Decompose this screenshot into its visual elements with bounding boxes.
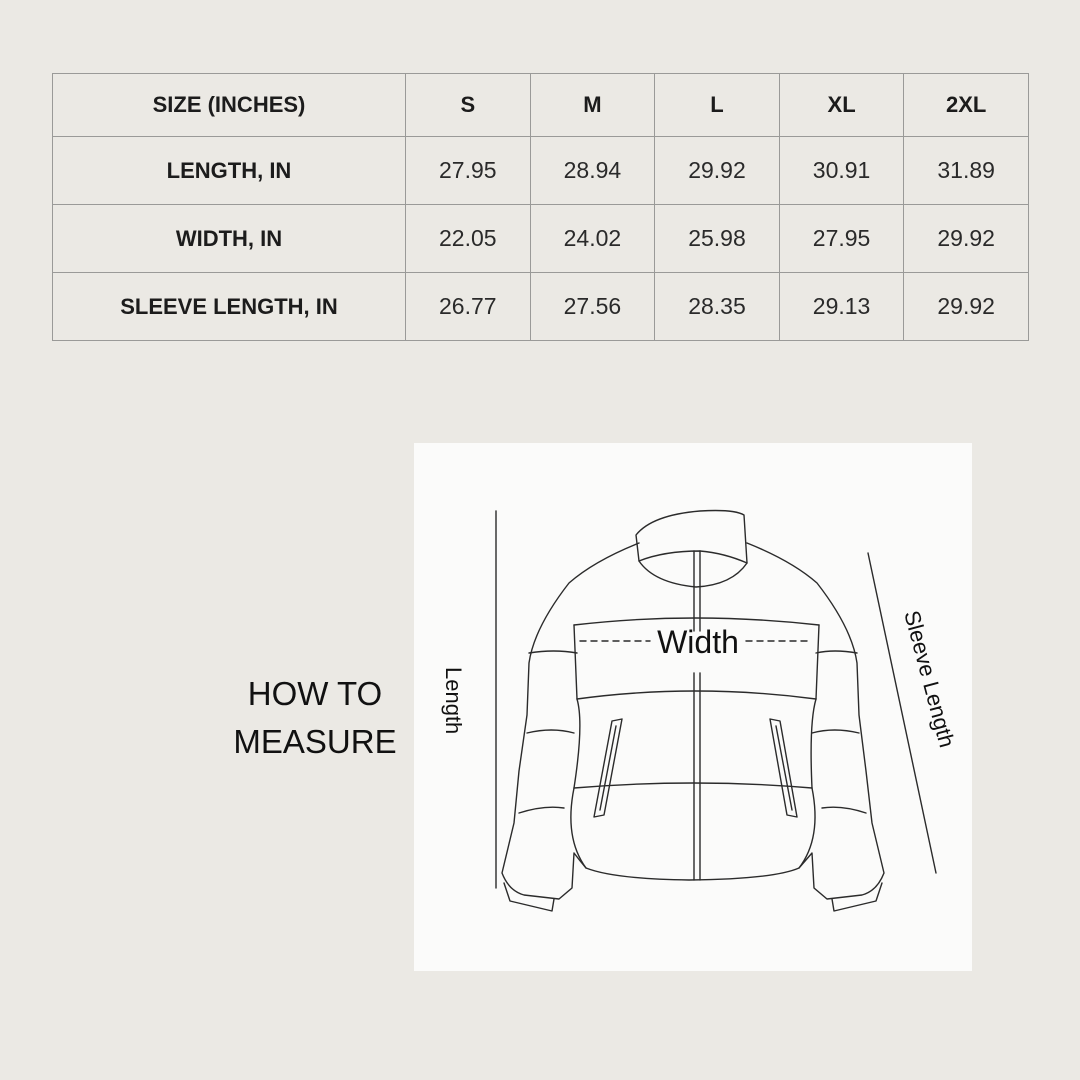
row-label: WIDTH, IN [53, 205, 406, 273]
header-size-m: M [530, 74, 655, 137]
table-row-width [53, 205, 1029, 273]
how-to-line-2: MEASURE [233, 723, 397, 760]
table-cell: 30.91 [779, 137, 904, 205]
table-cell: 28.94 [530, 137, 655, 205]
header-size-l: L [655, 74, 780, 137]
table-cell: 27.95 [406, 137, 531, 205]
table-row-length [53, 137, 1029, 205]
chest-seam-bottom [577, 691, 816, 699]
header-size-s: S [406, 74, 531, 137]
table-cell: 27.56 [530, 273, 655, 341]
table-cell: 26.77 [406, 273, 531, 341]
table-cell: 27.95 [779, 205, 904, 273]
table-cell: 29.92 [655, 137, 780, 205]
collar-base [639, 561, 747, 587]
row-label: SLEEVE LENGTH, IN [53, 273, 406, 341]
table-cell: 29.13 [779, 273, 904, 341]
width-label: Width [657, 624, 739, 660]
header-size-inches: SIZE (INCHES) [53, 74, 406, 137]
table-cell: 24.02 [530, 205, 655, 273]
row-label: LENGTH, IN [53, 137, 406, 205]
collar [636, 511, 747, 564]
jacket-outline [502, 543, 884, 899]
table-row-sleeve-length [53, 273, 1029, 341]
jacket-illustration [414, 443, 972, 971]
header-size-xl: XL [779, 74, 904, 137]
how-to-line-1: HOW TO [247, 675, 383, 712]
sleeve-length-label: Sleeve Length [899, 607, 960, 751]
jacket-measurement-diagram [414, 443, 972, 971]
table-cell: 22.05 [406, 205, 531, 273]
table-cell: 29.92 [904, 205, 1029, 273]
header-size-2xl: 2XL [904, 74, 1029, 137]
table-cell: 25.98 [655, 205, 780, 273]
table-header-row [53, 74, 1029, 137]
table-cell: 31.89 [904, 137, 1029, 205]
table-cell: 29.92 [904, 273, 1029, 341]
size-chart-table [52, 73, 1029, 341]
table-cell: 28.35 [655, 273, 780, 341]
how-to-measure-heading [220, 670, 410, 766]
length-label: Length [441, 667, 466, 735]
